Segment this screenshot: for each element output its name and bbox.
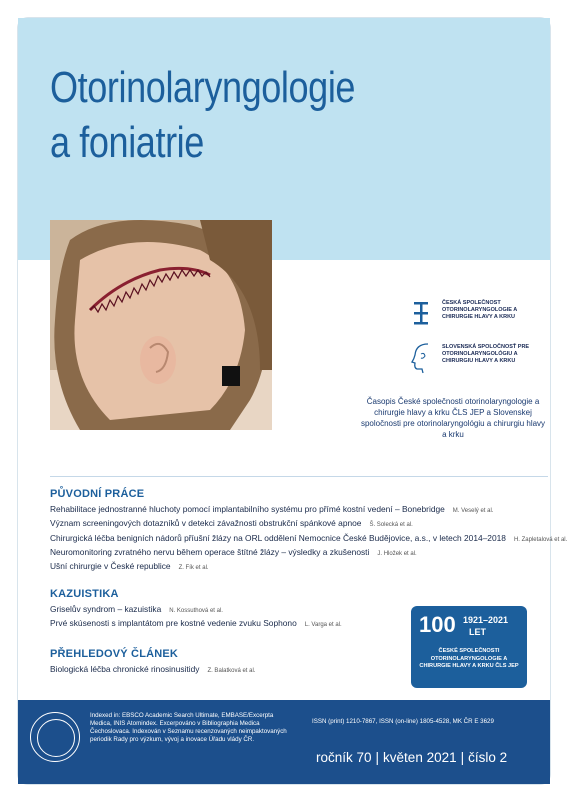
article-authors: Z. Balatková et al. [207, 668, 256, 674]
society-seal-icon [30, 712, 80, 762]
section-original-papers [50, 488, 567, 574]
issue-separator: | [375, 750, 380, 765]
anniversary-badge [411, 606, 527, 688]
section-title: KAZUISTIKA [50, 588, 119, 600]
journal-title [50, 60, 355, 170]
journal-title-line1: Otorinolaryngologie [50, 63, 356, 112]
journal-title-line2: a foniatrie [50, 118, 204, 167]
issn-info: ISSN (print) 1210-7867, ISSN (on-line) 1805-4528, MK ČR E 3629 [312, 718, 494, 725]
article-authors: Z. Fík et al. [178, 565, 209, 572]
section-divider [50, 476, 548, 477]
article-title: Prvé skúsenosti s implantátom pre kostné vedenie zvuku Sophono [50, 618, 297, 629]
czech-society-name: ČESKÁ SPOLEČNOST OTORINOLARYNGOLOGIE A CHIRURGIE HLAVY A KRKU [442, 300, 518, 320]
article-authors: H. Zapletalová et al. [513, 536, 567, 543]
issue-month: květen 2021 [383, 750, 457, 765]
czech-society-icon [408, 298, 438, 330]
article-title: Rehabilitace jednostranné hluchoty pomocí implantabilního systému pro přímé kostní vedení – Bonebridge [50, 504, 445, 514]
journal-description: Časopis České společnosti otorinolaryngologie a chirurgie hlavy a krku ČLS JEP a Slovenskej spoločnosti pre otorinolaryngológiu a chirurgiu hlavy a krku [360, 397, 546, 439]
cover-footer [18, 700, 550, 784]
article-item[interactable] [50, 503, 550, 517]
badge-years: 1921–2021 [463, 615, 509, 625]
head-profile-icon [408, 342, 438, 374]
issue-separator: | [460, 750, 465, 765]
badge-let: LET [469, 627, 486, 637]
slovak-society-logo [408, 342, 548, 374]
article-title: Griselův syndrom – kazuistika [50, 604, 162, 614]
article-authors: L. Varga et al. [304, 622, 342, 629]
section-title: PŘEHLEDOVÝ ČLÁNEK [50, 648, 179, 660]
article-authors: M. Veselý et al. [452, 508, 494, 514]
article-item[interactable] [50, 560, 550, 574]
badge-subtitle: ČESKÉ SPOLEČNOSTI OTORINOLARYNGOLOGIE A CHIRURGIE HLAVY A KRKU ČLS JEP [419, 648, 519, 669]
article-title: Význam screeningových dotazníků v detekci závažnosti obstrukční spánkové apnoe [50, 518, 362, 529]
article-item[interactable] [50, 517, 550, 531]
indexing-info: Indexed in: EBSCO Academic Search Ultimate, EMBASE/Excerpta Medica, INIS Atomindex. Excerpováno v Bibliographia Medica Čechoslovaca. Indexován v Seznamu recenzovaných neimpaktovaných periodik Rady pro výzkum, vývoj a inovace Úřadu vlády ČR. [90, 712, 287, 743]
article-title: Ušní chirurgie v České republice [50, 561, 171, 572]
issue-info [316, 750, 507, 765]
article-item[interactable] [50, 546, 550, 560]
article-authors: Š. Solecká et al. [369, 522, 413, 529]
article-authors: N. Kossuthová et al. [169, 608, 223, 614]
section-title: PŮVODNÍ PRÁCE [50, 488, 145, 500]
issue-volume: ročník 70 [316, 750, 372, 765]
article-title: Neuromonitoring zvratného nervu během operace štítné žlázy – výsledky a zkušenosti [50, 546, 370, 557]
article-title: Chirurgická léčba benigních nádorů příušní žlázy na ORL oddělení Nemocnice České Budějovice, a.s., v letech 2014–2018 [50, 532, 506, 543]
article-title: Biologická léčba chronické rinosinusitidy [50, 664, 200, 674]
cover-photo [50, 220, 272, 430]
czech-society-logo [408, 298, 548, 330]
article-authors: J. Hložek et al. [377, 550, 417, 557]
badge-number: 100 [419, 612, 456, 637]
seal-inner-ring [37, 719, 75, 757]
society-logos [408, 298, 548, 386]
slovak-society-name: SLOVENSKÁ SPOLOČNOSŤ PRE OTORINOLARYNGOLÓGIU A CHIRURGIU HLAVY A KRKU [442, 344, 530, 364]
article-item[interactable] [50, 532, 567, 546]
issue-number: číslo 2 [468, 750, 508, 765]
journal-cover [18, 18, 567, 784]
